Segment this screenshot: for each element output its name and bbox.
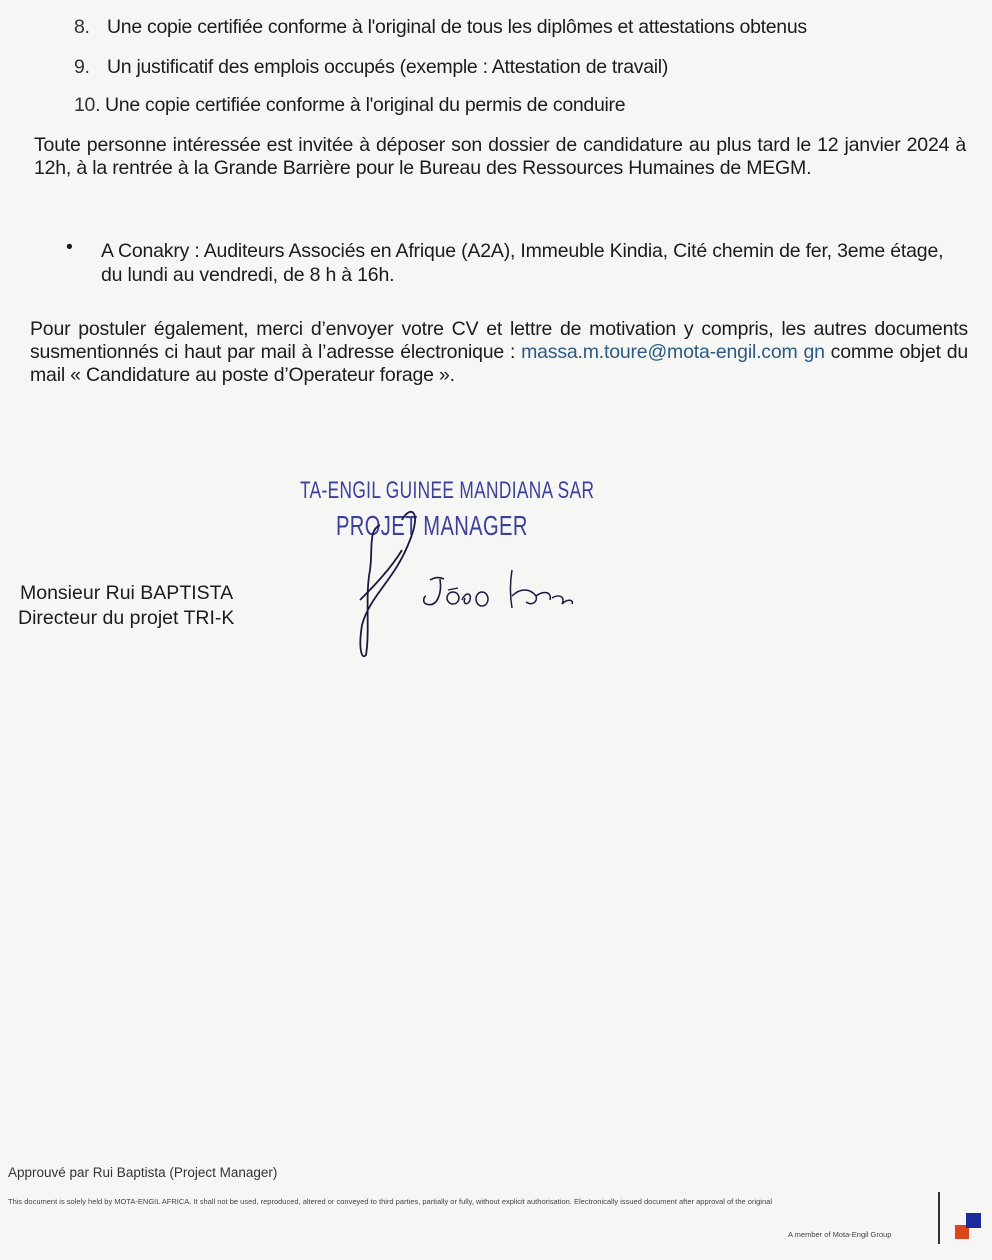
list-text: Une copie certifiée conforme à l'original de tous les diplômes et attestations obtenus	[107, 16, 807, 38]
deadline-paragraph: Toute personne intéressée est invitée à déposer son dossier de candidature au plus tard le 12 janvier 2024 à 12h, à la rentrée à la Grande Barrière pour le Bureau des Ressources Humaines de MEGM.	[34, 134, 966, 179]
apply-paragraph	[30, 318, 968, 387]
stamp-company: TA-ENGIL GUINEE MANDIANA SAR	[300, 477, 595, 504]
footer-divider	[938, 1192, 940, 1244]
signature-icon	[340, 500, 600, 670]
footer-disclaimer: This document is solely held by MOTA-ENGIL AFRICA. It shall not be used, reproduced, altered or conveyed to third parties, partially or fully, without explicit authorisation. Electronically issued document after approval of the original	[8, 1197, 772, 1206]
apply-text: Pour postuler également, merci d’envoyer votre CV et lettre de motivation y compris, les autres documents susmentionnés ci haut par mail à l’adresse électronique :	[30, 318, 968, 363]
list-number: 8.	[74, 16, 90, 38]
list-item	[74, 94, 625, 117]
group-member-text: A member of Mota-Engil Group	[788, 1230, 892, 1239]
list-item	[74, 16, 807, 39]
logo-blue-square-icon	[966, 1213, 981, 1228]
email-link[interactable]: massa.m.toure@mota-engil.com gn	[521, 341, 825, 363]
approved-by: Approuvé par Rui Baptista (Project Manager)	[8, 1165, 278, 1180]
bullet-icon: •	[66, 236, 73, 258]
signatory-title: Directeur du projet TRI-K	[18, 607, 235, 629]
list-item	[74, 56, 668, 79]
list-text: Un justificatif des emplois occupés (exemple : Attestation de travail)	[107, 56, 669, 78]
signatory-name: Monsieur Rui BAPTISTA	[20, 582, 234, 604]
list-text: Une copie certifiée conforme à l'original du permis de conduire	[105, 94, 626, 116]
apply-text-end: comme objet du mail « Candidature au poste d’Operateur forage ».	[30, 341, 969, 386]
stamp-title: PROJET MANAGER	[336, 510, 528, 541]
list-number: 10.	[74, 94, 101, 116]
location-bullet-text: A Conakry : Auditeurs Associés en Afrique (A2A), Immeuble Kindia, Cité chemin de fer, 3eme étage, du lundi au vendredi, de 8 h à 16h.	[101, 240, 944, 286]
list-number: 9.	[74, 56, 90, 78]
